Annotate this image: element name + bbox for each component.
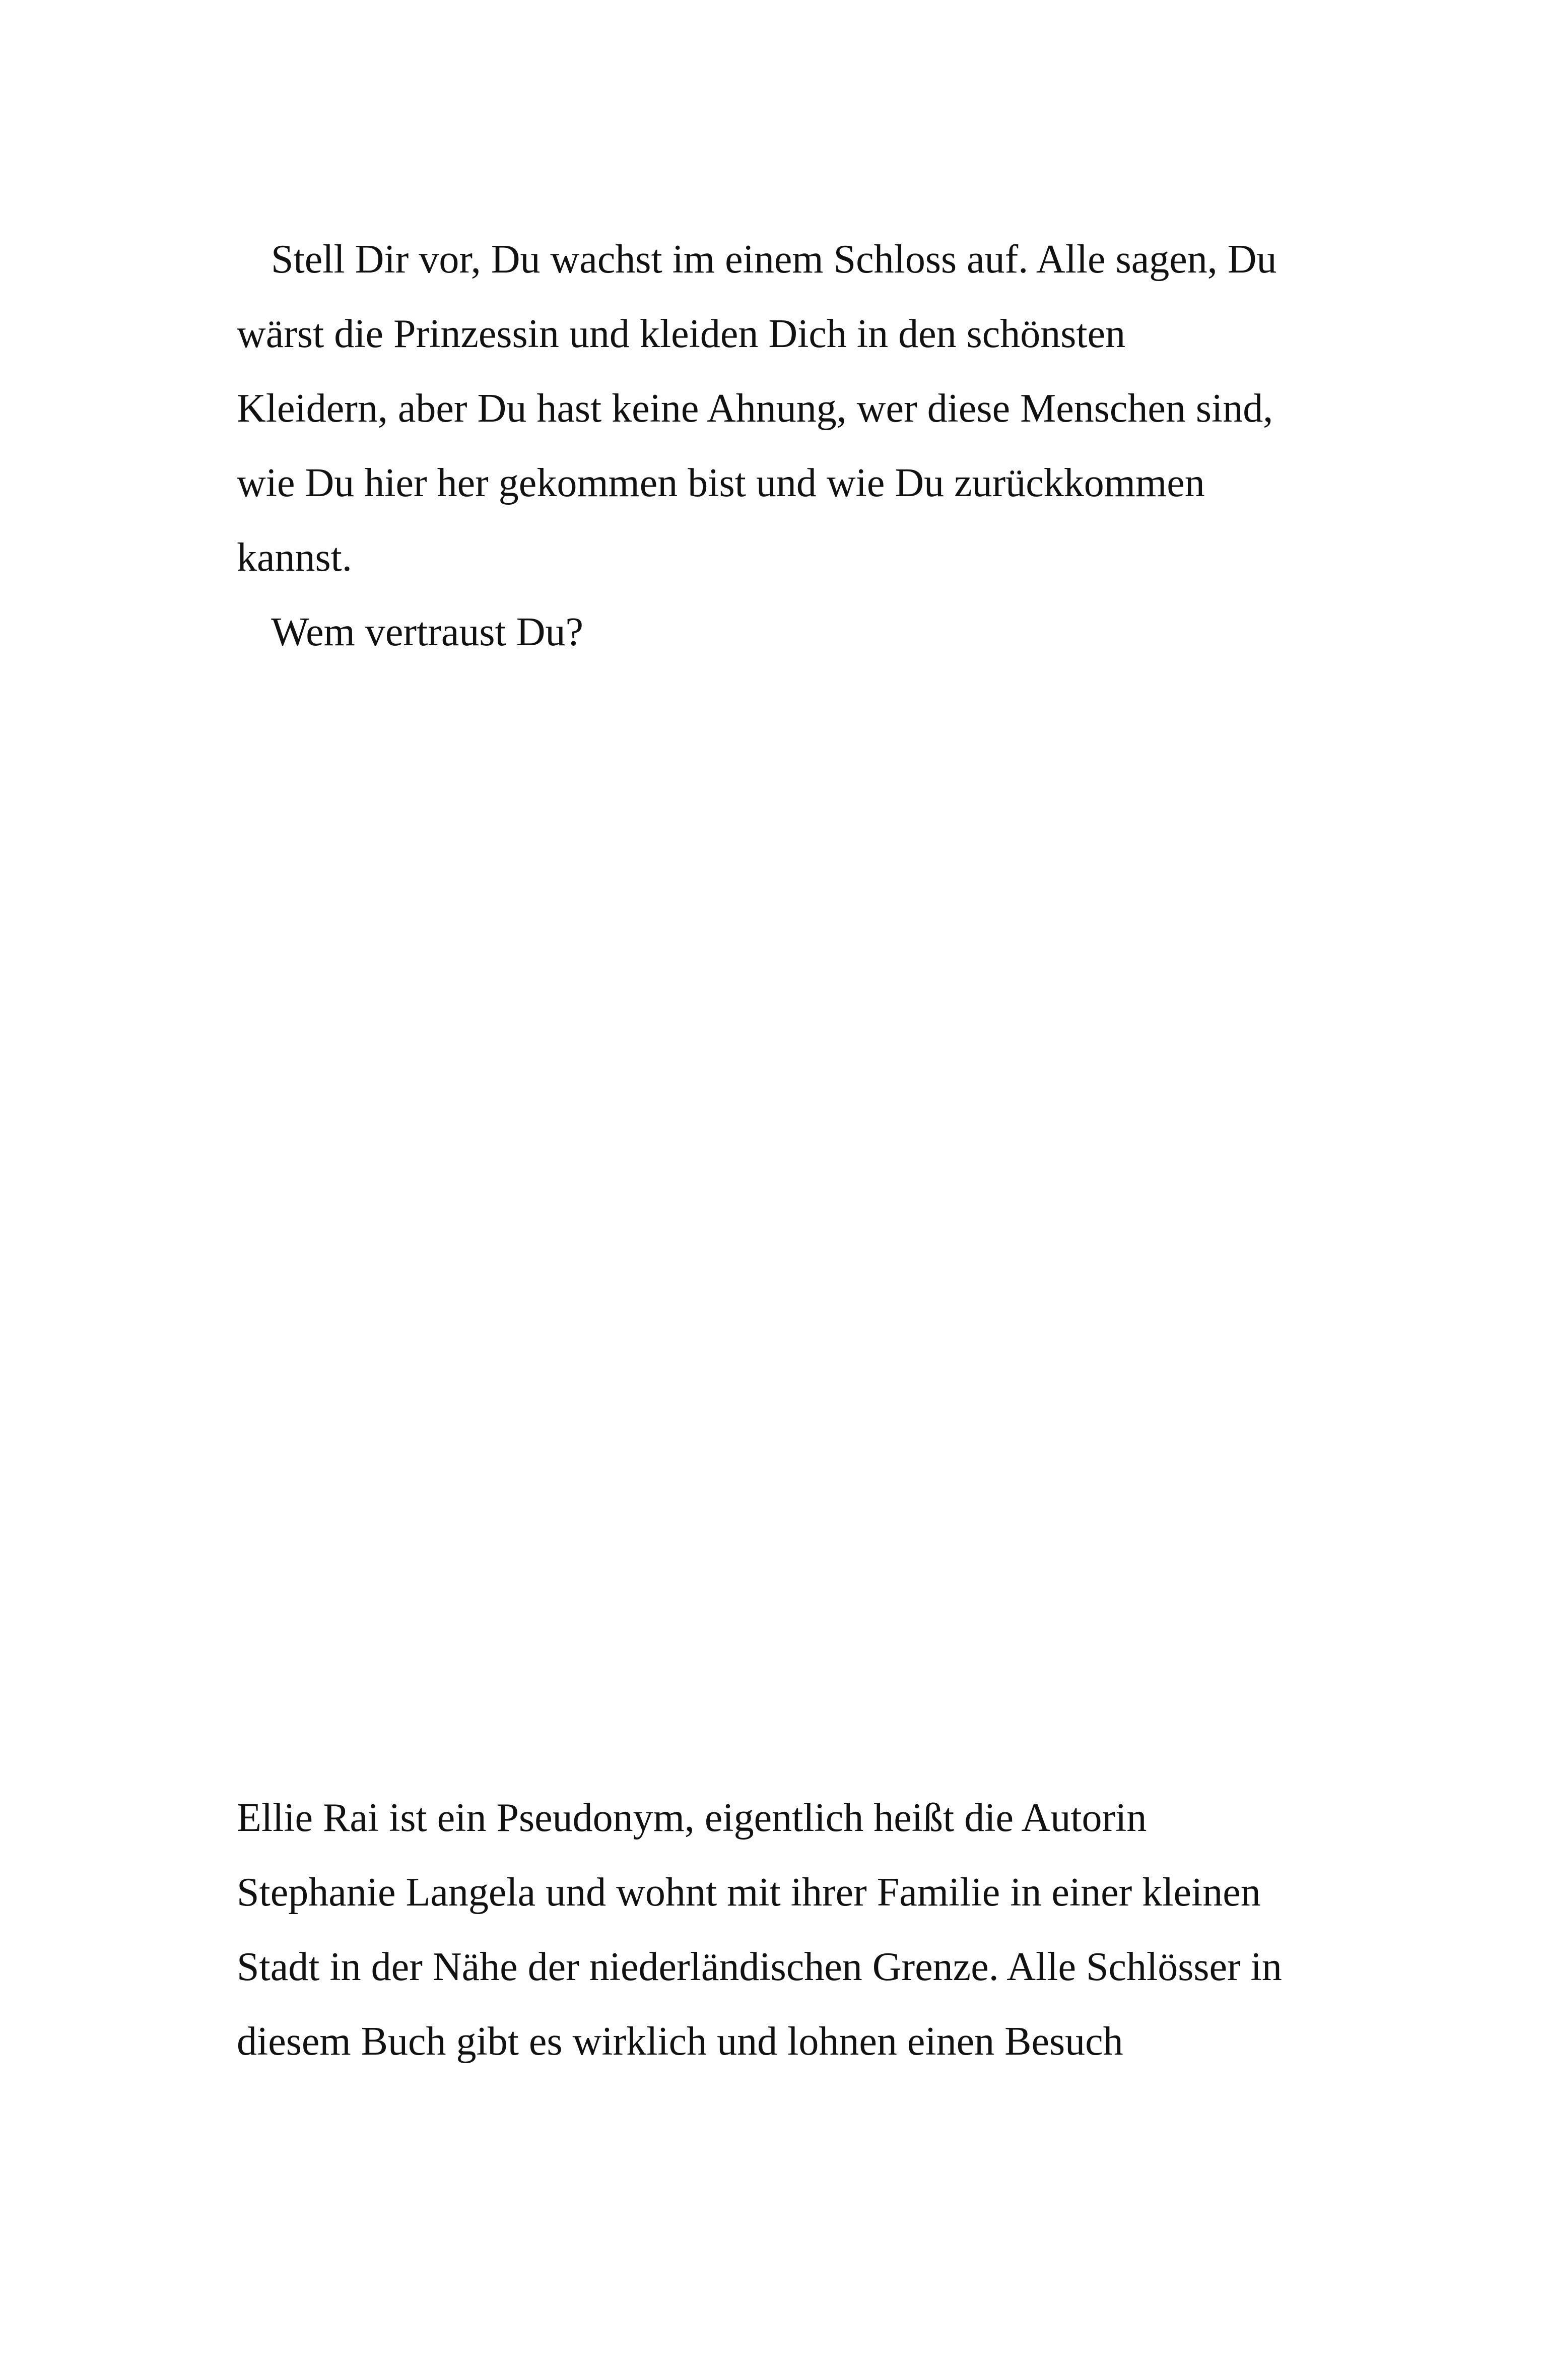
- text-line: Kleidern, aber Du hast keine Ahnung, wer diese Menschen sind,: [237, 386, 1273, 431]
- text-line: Wem vertraust Du?: [271, 610, 583, 654]
- text-line: Ellie Rai ist ein Pseudonym, eigentlich heißt die Autorin: [237, 1796, 1147, 1840]
- blurb-paragraph-1: [237, 222, 1365, 595]
- blurb-text: [237, 222, 1365, 669]
- blurb-paragraph-2: [237, 595, 1365, 669]
- text-line: Stephanie Langela und wohnt mit ihrer Familie in einer kleinen: [237, 1870, 1261, 1915]
- text-line: wärst die Prinzessin und kleiden Dich in den schönsten: [237, 312, 1126, 356]
- text-line: Stell Dir vor, Du wachst im einem Schloss auf. Alle sagen, Du: [271, 237, 1277, 282]
- text-line: Stadt in der Nähe der niederländischen Grenze. Alle Schlösser in: [237, 1945, 1282, 1989]
- text-line: wie Du hier her gekommen bist und wie Du zurückkommen: [237, 461, 1205, 505]
- text-line: diesem Buch gibt es wirklich und lohnen einen Besuch: [237, 2019, 1123, 2064]
- text-line: kannst.: [237, 535, 352, 580]
- author-note: [237, 1781, 1365, 2079]
